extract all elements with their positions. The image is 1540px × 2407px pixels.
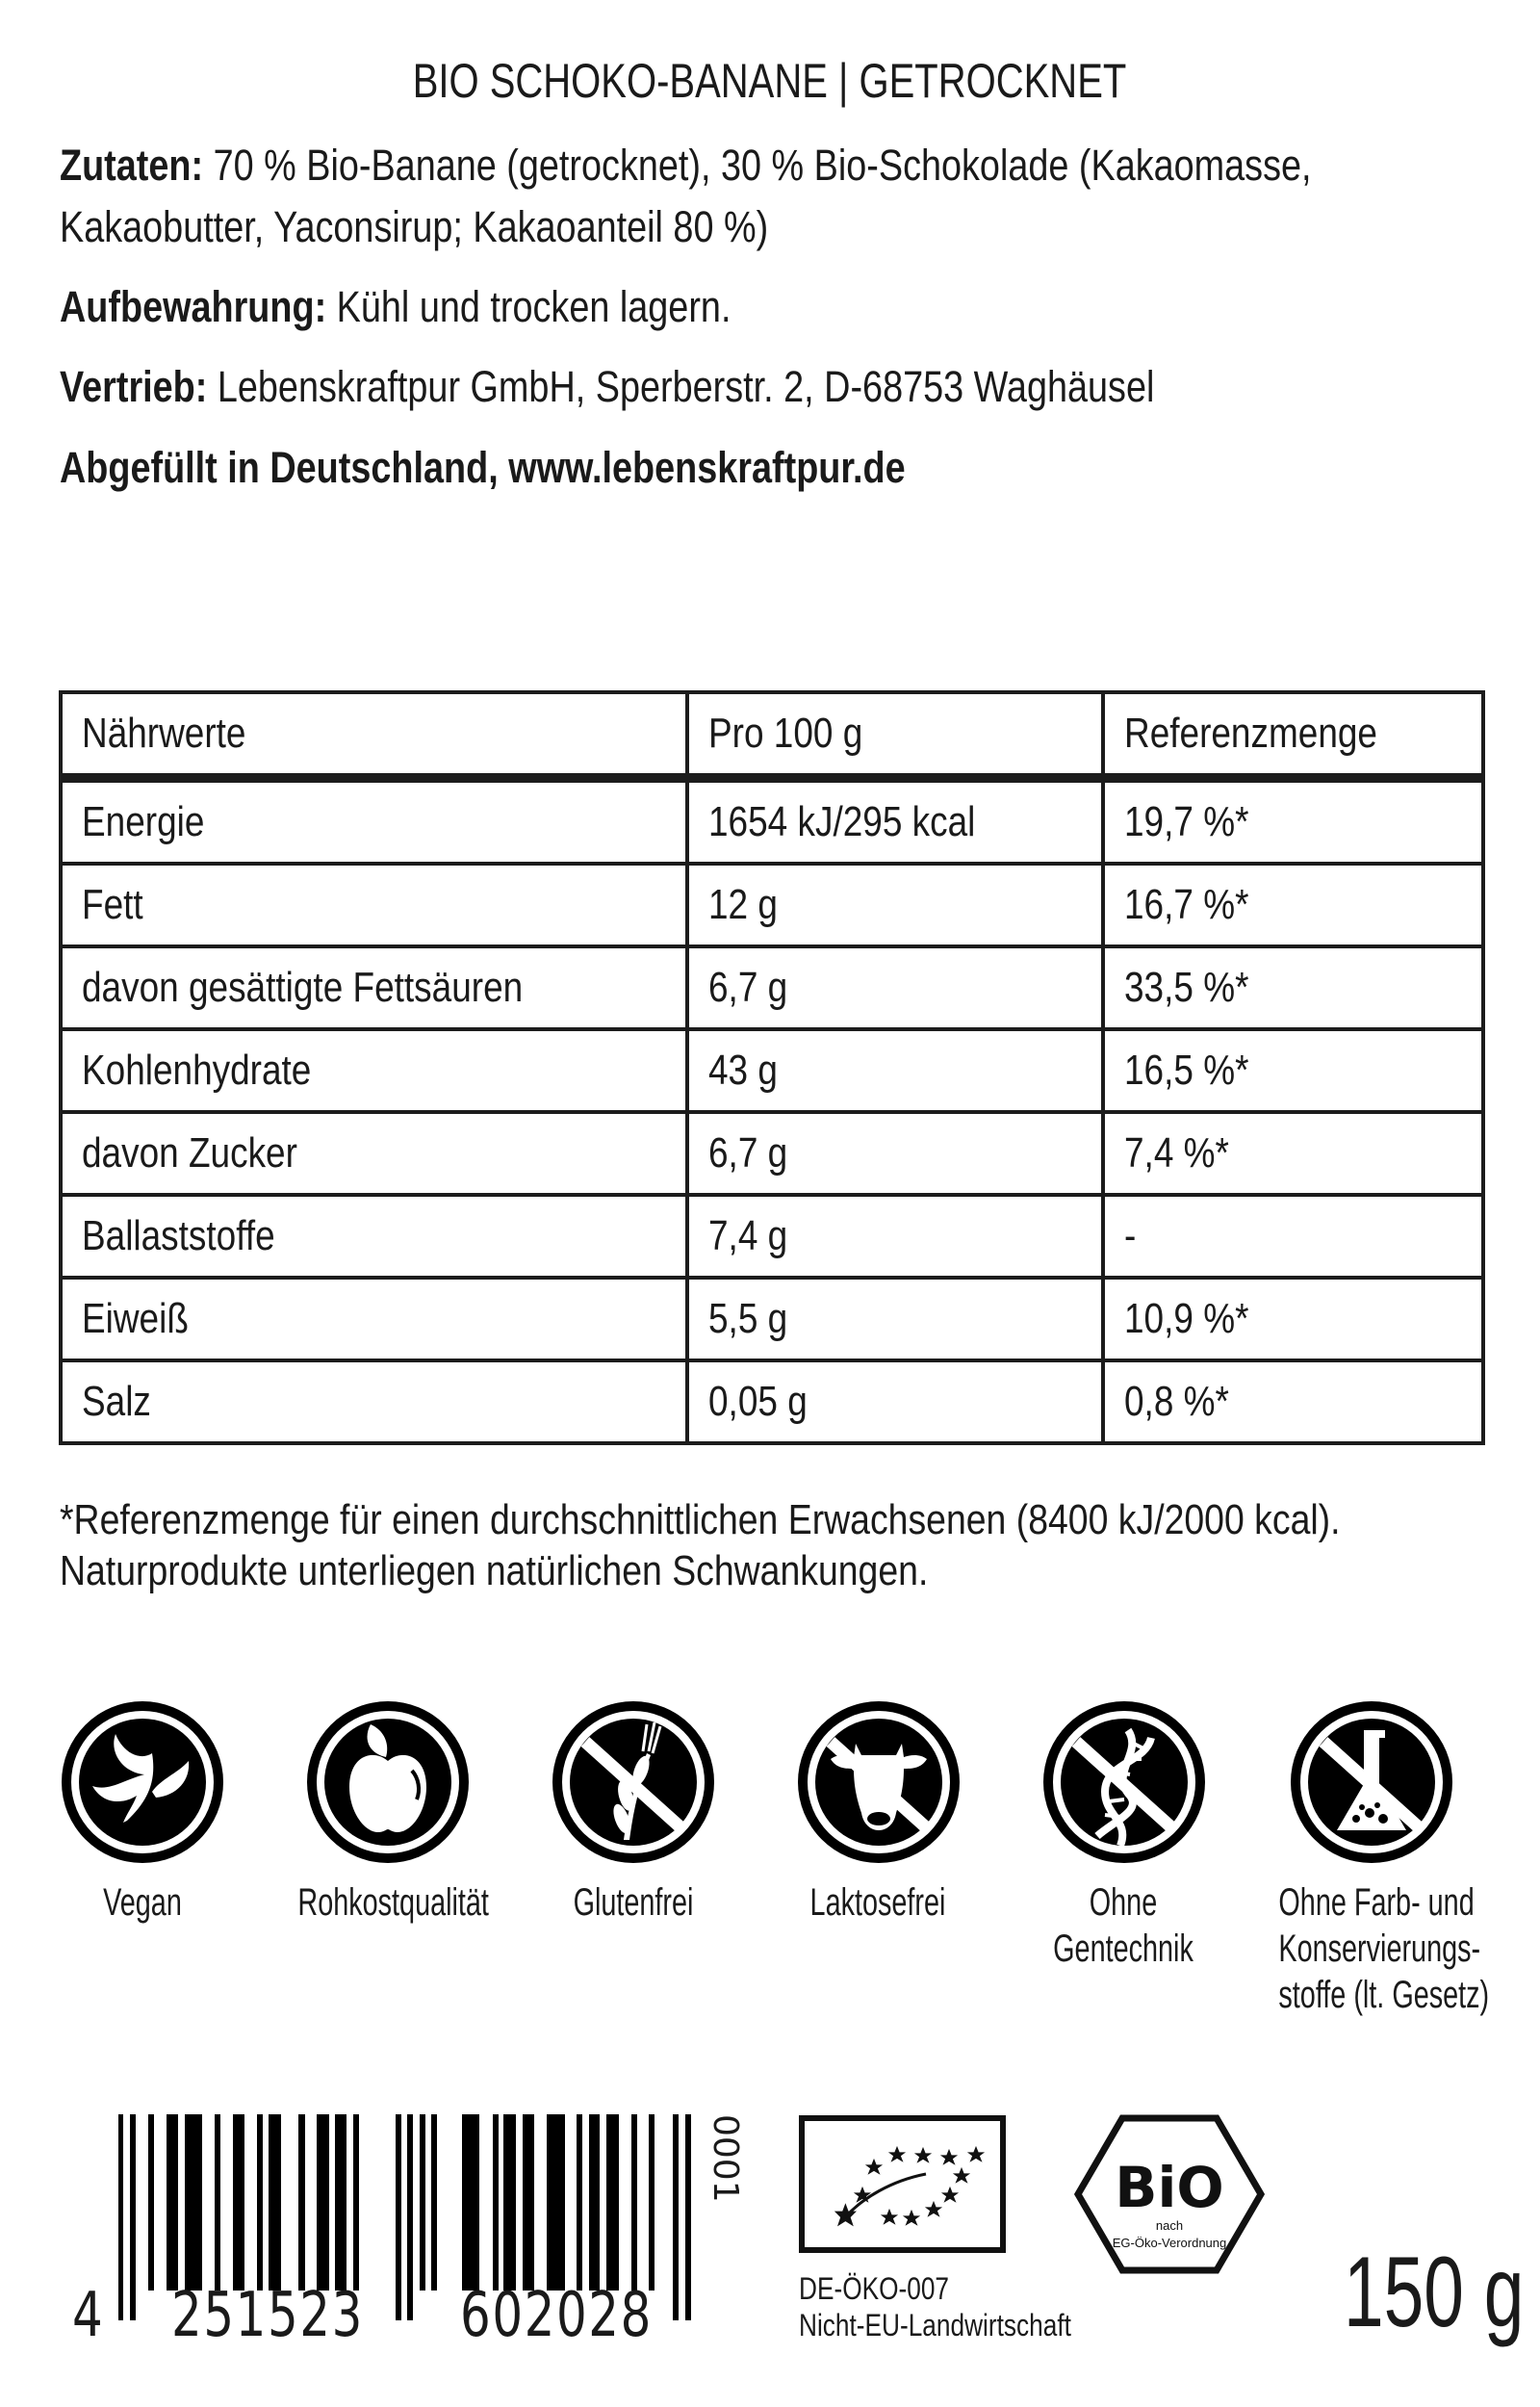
nutrient-per-100g: 0,05 g — [687, 1360, 1103, 1443]
header-reference: Referenzmenge — [1103, 692, 1483, 778]
footnote-natural-variation: Naturprodukte unterliegen natürlichen Schwankungen. — [60, 1547, 929, 1594]
nutrient-name: Eiweiß — [61, 1278, 687, 1360]
nutrient-reference: 16,7 %* — [1103, 864, 1483, 946]
table-row — [61, 1278, 1483, 1360]
nutrient-reference: 10,9 %* — [1103, 1278, 1483, 1360]
nutrient-reference: 33,5 %* — [1103, 946, 1483, 1029]
badge-label-gmo-free: Ohne Gentechnik — [1053, 1881, 1194, 1970]
table-row — [61, 1112, 1483, 1195]
nutrient-per-100g: 12 g — [687, 864, 1103, 946]
nutrient-reference: 0,8 %* — [1103, 1360, 1483, 1443]
table-row — [61, 1360, 1483, 1443]
apple-icon — [301, 1695, 475, 1869]
barcode-digits-right: 602028 — [460, 2280, 653, 2351]
nutrient-name: Fett — [61, 864, 687, 946]
storage-label: Aufbewahrung: — [60, 282, 327, 331]
barcode-digit-first: 4 — [72, 2280, 103, 2351]
footnote-reference: *Referenzmenge für einen durchschnittlichen Erwachsenen (8400 kJ/2000 kcal). — [60, 1496, 1341, 1543]
control-code: DE-ÖKO-007 — [799, 2271, 950, 2306]
bio-seal-icon — [1074, 2114, 1265, 2274]
no-dna-icon — [1038, 1695, 1211, 1869]
nutrient-reference: - — [1103, 1195, 1483, 1278]
ingredients-line-1 — [60, 135, 1540, 196]
table-row — [61, 946, 1483, 1029]
header-nutrient: Nährwerte — [61, 692, 687, 778]
nutrient-reference: 7,4 %* — [1103, 1112, 1483, 1195]
table-row — [61, 1029, 1483, 1112]
leaf-sprout-icon — [56, 1695, 229, 1869]
distribution-label: Vertrieb: — [60, 362, 208, 411]
product-title: BIO SCHOKO-BANANE | GETROCKNET — [413, 54, 1127, 108]
nutrient-name: davon gesättigte Fettsäuren — [61, 946, 687, 1029]
nutrition-table — [59, 690, 1485, 1445]
nutrient-name: Energie — [61, 778, 687, 864]
svg-text:nach: nach — [1155, 2218, 1184, 2233]
nutrient-per-100g: 43 g — [687, 1029, 1103, 1112]
storage-line — [60, 276, 859, 338]
distribution-line — [60, 356, 1363, 418]
badge-label-raw-quality: Rohkostqualität — [297, 1881, 489, 1924]
bottled-text: Abgefüllt in Deutschland, www.lebenskraftpur.de — [60, 443, 906, 492]
nutrient-per-100g: 7,4 g — [687, 1195, 1103, 1278]
nutrient-name: Ballaststoffe — [61, 1195, 687, 1278]
badge-label-vegan: Vegan — [103, 1881, 182, 1924]
nutrient-reference: 16,5 %* — [1103, 1029, 1483, 1112]
badge-label-gluten-free: Glutenfrei — [573, 1881, 694, 1924]
ingredients-line-2: Kakaobutter, Yaconsirup; Kakaoanteil 80 %) — [60, 202, 769, 251]
nutrition-header-row — [61, 692, 1483, 778]
badge-label-lactose-free: Laktosefrei — [809, 1881, 946, 1924]
no-wheat-icon — [547, 1695, 720, 1869]
eu-organic-leaf-icon — [799, 2115, 1006, 2253]
no-flask-icon — [1285, 1695, 1458, 1869]
ingredients-text: 70 % Bio-Banane (getrocknet), 30 % Bio-Schokolade (Kakaomasse, — [203, 141, 1312, 190]
svg-text:BiO: BiO — [1115, 2155, 1224, 2220]
storage-text: Kühl und trocken lagern. — [326, 282, 732, 331]
nutrient-name: Salz — [61, 1360, 687, 1443]
no-cow-icon — [792, 1695, 965, 1869]
table-row — [61, 864, 1483, 946]
origin-text: Nicht-EU-Landwirtschaft — [799, 2308, 1071, 2342]
nutrient-per-100g: 5,5 g — [687, 1278, 1103, 1360]
nutrient-per-100g: 6,7 g — [687, 946, 1103, 1029]
ingredients-label: Zutaten: — [60, 141, 204, 190]
header-per-100g: Pro 100 g — [687, 692, 1103, 778]
nutrient-reference: 19,7 %* — [1103, 778, 1483, 864]
svg-text:EG-Öko-Verordnung: EG-Öko-Verordnung — [1112, 2236, 1227, 2250]
barcode-side-code: 0001 — [706, 2114, 745, 2203]
nutrient-name: Kohlenhydrate — [61, 1029, 687, 1112]
distribution-text: Lebenskraftpur GmbH, Sperberstr. 2, D-68753 Waghäusel — [207, 362, 1155, 411]
table-row — [61, 778, 1483, 864]
nutrient-name: davon Zucker — [61, 1112, 687, 1195]
bottled-line — [60, 437, 1066, 499]
nutrient-per-100g: 1654 kJ/295 kcal — [687, 778, 1103, 864]
barcode-digits-left: 251523 — [171, 2280, 364, 2351]
table-row — [61, 1195, 1483, 1278]
badge-label-no-additives: Ohne Farb- und Konservierungs- stoffe (lt. Gesetz) — [1278, 1881, 1490, 2016]
nutrient-per-100g: 6,7 g — [687, 1112, 1103, 1195]
net-weight: 150 g — [1344, 2237, 1525, 2348]
